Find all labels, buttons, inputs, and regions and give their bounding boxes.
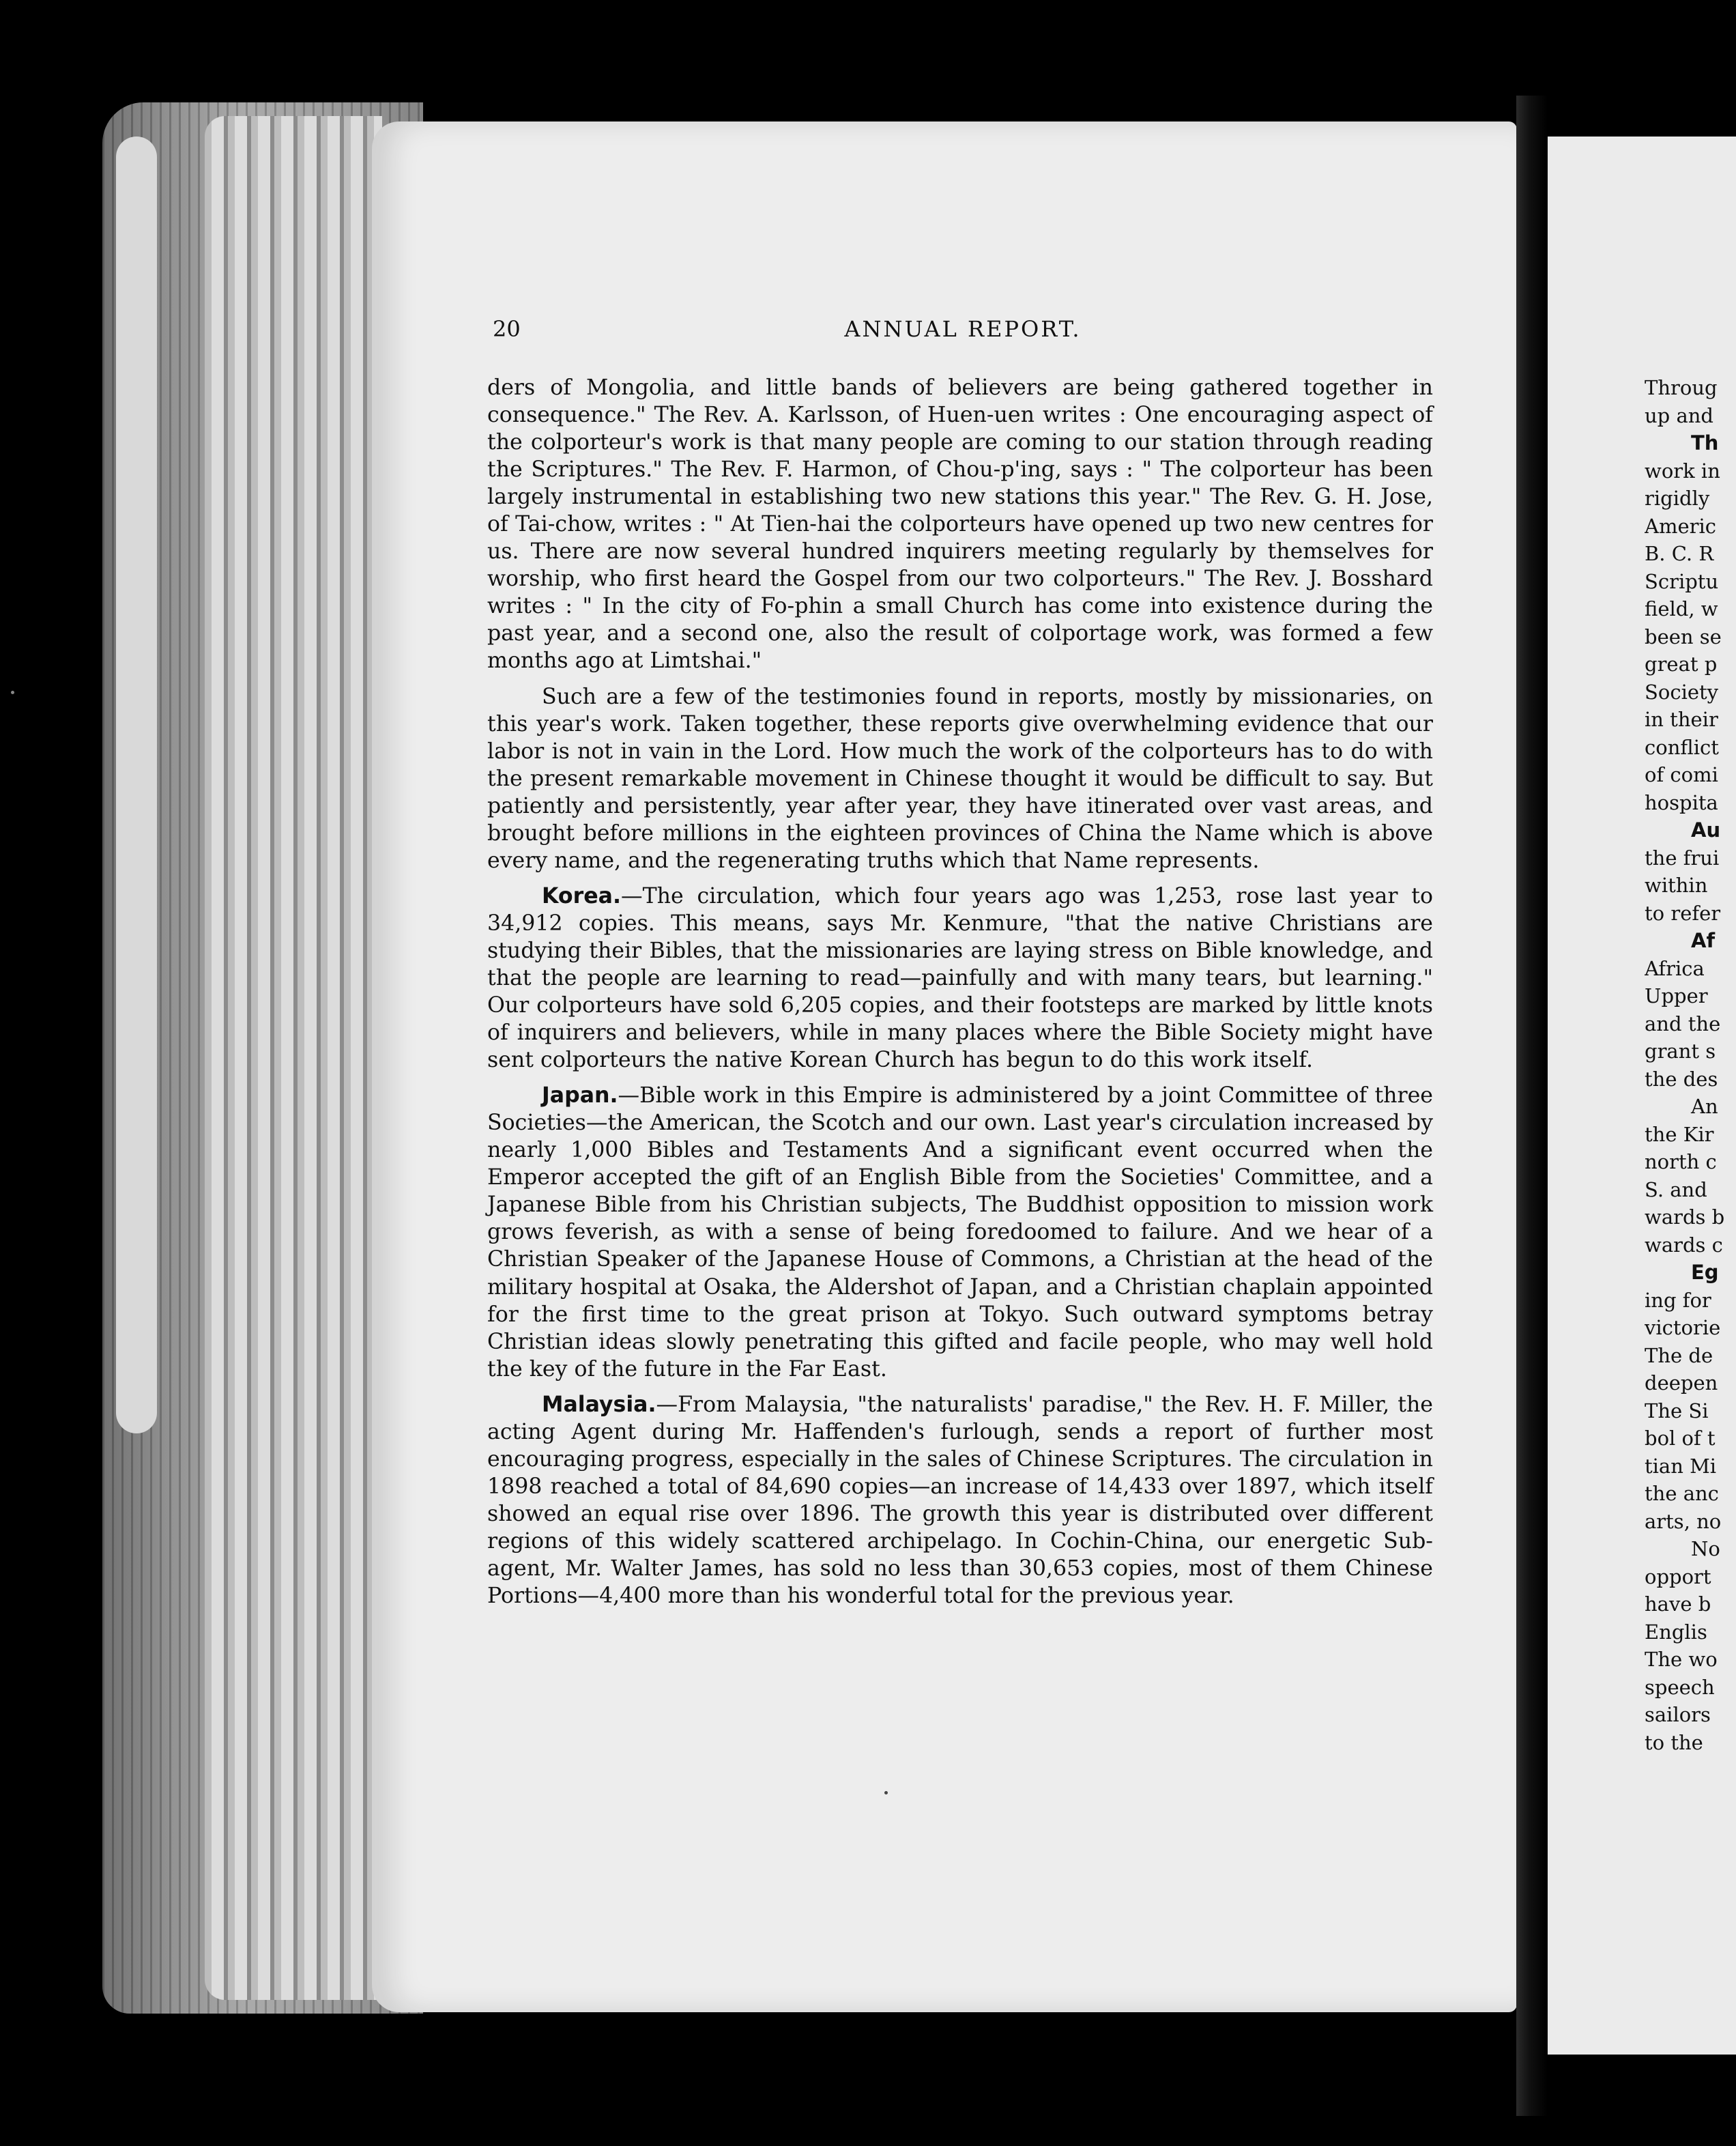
right-page-line: to the <box>1645 1730 1703 1754</box>
right-page-line: Africa <box>1645 956 1705 980</box>
book-gutter <box>1516 96 1548 2116</box>
right-page-line: field, w <box>1645 597 1718 620</box>
right-page-line: Throug <box>1645 376 1718 399</box>
paragraph-summary: Such are a few of the testimonies found in reports, mostly by missionaries, on this year's work. Taken together, these reports give overwhelming evidence that our labor is not in vain in the Lord. How much the work of the colporteurs has to do with the present remarkable movement in Chinese thought it would be difficult to say. But patiently and persistently, year after year, they have itinerated over vast areas, and brought before millions in the eighteen provinces of China the Name which is above every name, and the regenerating truths which that Name represents. <box>487 684 1433 873</box>
right-page-line: Eg <box>1691 1261 1719 1284</box>
right-page-line: been se <box>1645 625 1722 648</box>
right-page-line: Th <box>1691 431 1719 455</box>
right-page-line: Society <box>1645 680 1719 704</box>
right-page-line: wards c <box>1645 1233 1723 1257</box>
right-page-line: Af <box>1691 929 1716 952</box>
right-page-line: have b <box>1645 1592 1711 1616</box>
right-page-line: bol of t <box>1645 1427 1716 1450</box>
right-page-line: up and <box>1645 403 1713 427</box>
right-page-line: hospita <box>1645 790 1718 814</box>
right-page-line: deepen <box>1645 1371 1718 1394</box>
right-page-line: speech <box>1645 1675 1715 1699</box>
section-text-korea: —The circulation, which four years ago was 1,253, rose last year to 34,912 copies. This means, says Mr. Kenmure, "that the native Christians are studying their Bibles, that the missionaries are laying stress on Bible knowledge, and that the people are learning to read—painfully and with many tears, but learning." Our colporteurs have sold 6,205 copies, and their footsteps are marked by little knots of inquirers and believers, while in many places where the Bible Society might have sent colporteurs the native Korean Church has begun to do this work itself. <box>487 883 1433 1073</box>
right-page-line: work in <box>1645 459 1720 483</box>
right-page-line: the frui <box>1645 846 1720 870</box>
section-korea <box>487 883 1433 1074</box>
right-page-line: north c <box>1645 1150 1717 1173</box>
running-header <box>493 316 1433 350</box>
torn-page-edge <box>116 137 157 1433</box>
section-heading-korea: Korea. <box>542 883 621 909</box>
right-page-line: rigidly <box>1645 487 1710 510</box>
right-page-line: conflict <box>1645 735 1719 759</box>
running-title: ANNUAL REPORT. <box>844 316 1082 342</box>
right-page-line: Englis <box>1645 1620 1707 1644</box>
right-page-line: grant s <box>1645 1040 1716 1063</box>
right-page-line: within <box>1645 874 1708 897</box>
right-page-line: arts, no <box>1645 1509 1722 1533</box>
section-japan <box>487 1082 1433 1383</box>
right-page-line: and the <box>1645 1012 1721 1035</box>
right-page-line: Scriptu <box>1645 569 1719 593</box>
section-text-japan: —Bible work in this Empire is administered by a joint Committee of three Societies—the American, the Scotch and our own. Last year's circulation increased by nearly 1,000 Bibles and Testaments And a significant event occurred when the Emperor accepted the gift of an English Bible from the Societies' Committee, and a Japanese Bible from his Christian subjects, The Buddhist opposition to mission work grows feverish, as with a sense of being foredoomed to failure. And we hear of a Christian Speaker of the Japanese House of Commons, a Christian at the head of the military hospital at Osaka, the Aldershot of Japan, and a Christian chaplain appointed for the first time to the great prison at Tokyo. Such outward symptoms betray Christian ideas slowly penetrating this gifted and facile people, who may well hold the key of the future in the Far East. <box>487 1083 1433 1382</box>
right-page-line: Au <box>1691 818 1721 842</box>
right-page-line: victorie <box>1645 1316 1721 1339</box>
right-page-line: The de <box>1645 1343 1713 1367</box>
ink-speck <box>11 691 14 694</box>
right-page-line: tian Mi <box>1645 1454 1717 1478</box>
right-page-line: Americ <box>1645 514 1716 538</box>
right-page-line: S. and <box>1645 1177 1707 1201</box>
right-page-line: An <box>1691 1095 1718 1118</box>
ink-speck <box>884 1791 888 1794</box>
right-page-line: great p <box>1645 653 1718 676</box>
right-page-line: wards b <box>1645 1205 1725 1229</box>
right-page-line: of comi <box>1645 763 1718 786</box>
right-page-line: sailors <box>1645 1703 1711 1726</box>
right-page-line: opport <box>1645 1564 1711 1588</box>
right-page-line: The wo <box>1645 1648 1718 1671</box>
right-page-line: the anc <box>1645 1482 1719 1505</box>
page-stack <box>205 116 382 2000</box>
right-page-line: No <box>1691 1537 1720 1560</box>
right-page-line: B. C. R <box>1645 542 1714 565</box>
right-page-line: the des <box>1645 1067 1718 1091</box>
section-text-malaysia: —From Malaysia, "the naturalists' paradise," the Rev. H. F. Miller, the acting Agent during Mr. Haffenden's furlough, sends a report of further most encouraging progress, especially in the sales of Chinese Scriptures. The circulation in 1898 reached a total of 84,690 copies—an increase of 14,433 over 1897, which itself showed an equal rise over 1896. The growth this year is distributed over different regions of this widely scattered archipelago. In Cochin-China, our energetic Sub-agent, Mr. Walter James, has sold no less than 30,653 copies, most of them Chinese Portions—4,400 more than his wonderful total for the previous year. <box>487 1392 1433 1609</box>
right-page-line: in their <box>1645 708 1718 731</box>
right-page-line: Upper <box>1645 984 1708 1007</box>
section-heading-japan: Japan. <box>542 1083 618 1108</box>
right-page-line: the Kir <box>1645 1122 1714 1146</box>
right-page-line: ing for <box>1645 1288 1711 1312</box>
right-page-text-fragments <box>1645 374 1736 1756</box>
right-page-line: to refer <box>1645 901 1721 925</box>
right-page-line: The Si <box>1645 1399 1709 1422</box>
paragraph-china-testimonies: ders of Mongolia, and little bands of believers are being gathered together in consequence." The Rev. A. Karlsson, of Huen-uen writes : One encouraging aspect of the colporteur's work is that many people are coming to our station through reading the Scriptures." The Rev. F. Harmon, of Chou-p'ing, says : " The colporteur has been largely instrumental in establishing two new stations this year." The Rev. G. H. Jose, of Tai-chow, writes : " At Tien-hai the colporteurs have opened up two new centres for us. There are now several hundred inquirers meeting regularly by themselves for worship, who first heard the Gospel from our two colporteurs." The Rev. J. Bosshard writes : " In the city of Fo-phin a small Church has come into existence during the past year, and a second one, also the result of colportage work, was formed a few months ago at Limtshai." <box>487 375 1433 674</box>
main-text-column <box>487 374 1433 1618</box>
section-heading-malaysia: Malaysia. <box>542 1392 656 1417</box>
page-number: 20 <box>493 316 521 342</box>
section-malaysia <box>487 1391 1433 1610</box>
